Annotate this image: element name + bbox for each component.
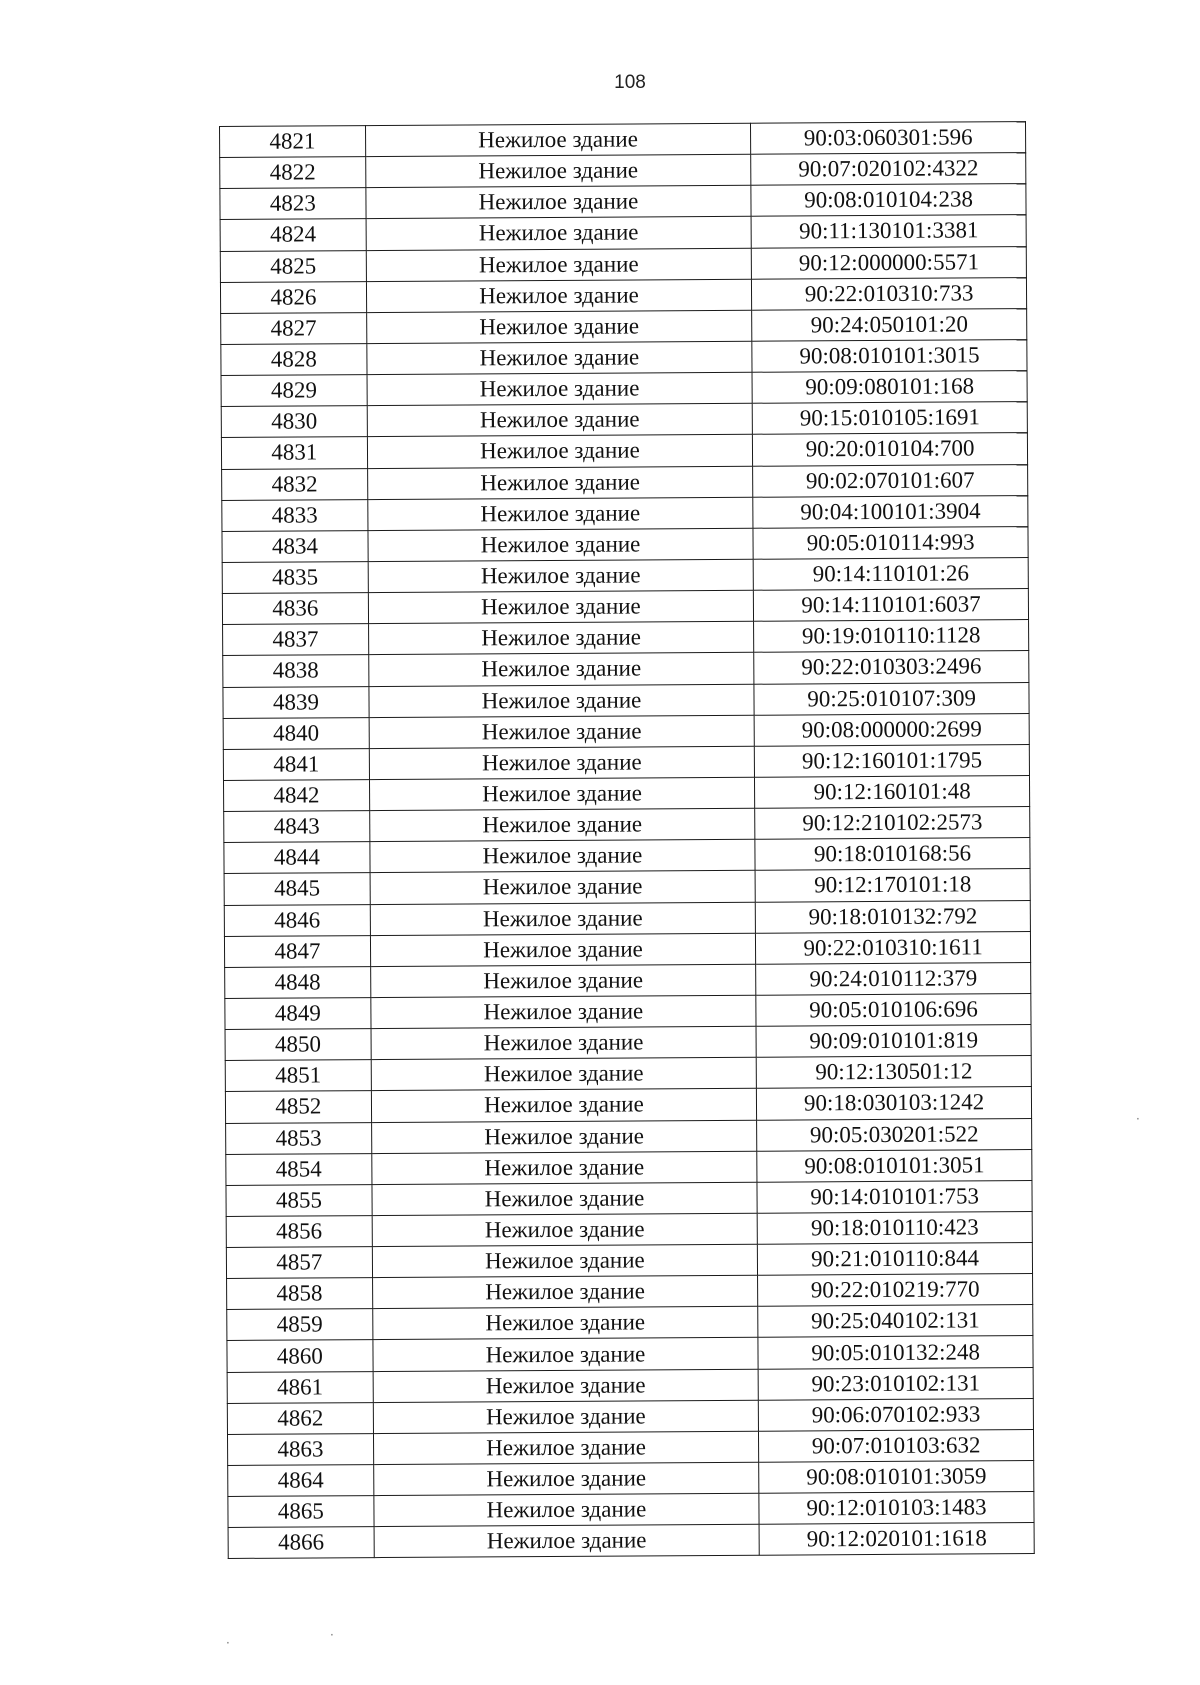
row-number-cell: 4841 xyxy=(223,748,369,780)
cadastral-number-cell: 90:14:010101:753 xyxy=(757,1180,1032,1213)
object-type-cell: Нежилое здание xyxy=(368,528,754,561)
row-number-cell: 4836 xyxy=(222,593,368,625)
row-number-cell: 4824 xyxy=(220,219,366,251)
object-type-cell: Нежилое здание xyxy=(373,1369,759,1402)
object-type-cell: Нежилое здание xyxy=(369,715,755,748)
object-type-cell: Нежилое здание xyxy=(371,995,757,1028)
row-number-cell: 4843 xyxy=(224,811,370,843)
cadastral-number-cell: 90:06:070102:933 xyxy=(758,1398,1033,1431)
object-type-cell: Нежилое здание xyxy=(365,154,751,187)
cadastral-number-cell: 90:12:020101:1618 xyxy=(759,1523,1034,1556)
cadastral-number-cell: 90:20:010104:700 xyxy=(753,433,1028,466)
table-row xyxy=(223,651,1029,687)
registry-table-body xyxy=(220,122,1035,1559)
object-type-cell: Нежилое здание xyxy=(367,435,753,468)
table-row xyxy=(220,215,1026,251)
object-type-cell: Нежилое здание xyxy=(366,310,752,343)
cadastral-number-cell: 90:12:130501:12 xyxy=(756,1056,1031,1089)
cadastral-number-cell: 90:12:160101:1795 xyxy=(755,744,1030,777)
row-number-cell: 4844 xyxy=(224,842,370,874)
table-row xyxy=(220,277,1026,313)
row-number-cell: 4864 xyxy=(228,1465,374,1497)
table-row xyxy=(221,308,1027,344)
table-row xyxy=(228,1523,1034,1559)
object-type-cell: Нежилое здание xyxy=(374,1493,760,1526)
cadastral-number-cell: 90:07:010103:632 xyxy=(759,1429,1034,1462)
object-type-cell: Нежилое здание xyxy=(372,1182,758,1215)
cadastral-number-cell: 90:15:010105:1691 xyxy=(752,402,1027,435)
table-row xyxy=(223,682,1029,718)
row-number-cell: 4830 xyxy=(221,406,367,438)
row-number-cell: 4855 xyxy=(226,1184,372,1216)
cadastral-number-cell: 90:22:010303:2496 xyxy=(754,651,1029,684)
cadastral-number-cell: 90:08:010104:238 xyxy=(751,184,1026,217)
row-number-cell: 4848 xyxy=(225,966,371,998)
scan-speck: · xyxy=(1136,1112,1140,1126)
object-type-cell: Нежилое здание xyxy=(373,1462,759,1495)
table-row xyxy=(222,558,1028,594)
cadastral-number-cell: 90:22:010310:1611 xyxy=(756,931,1031,964)
row-number-cell: 4832 xyxy=(222,468,368,500)
table-row xyxy=(224,931,1030,967)
row-number-cell: 4835 xyxy=(222,562,368,594)
object-type-cell: Нежилое здание xyxy=(366,279,752,312)
object-type-cell: Нежилое здание xyxy=(366,248,752,281)
row-number-cell: 4852 xyxy=(225,1091,371,1123)
row-number-cell: 4865 xyxy=(228,1496,374,1528)
row-number-cell: 4834 xyxy=(222,530,368,562)
table-row xyxy=(226,1118,1032,1154)
table-row xyxy=(223,713,1029,749)
cadastral-number-cell: 90:08:010101:3015 xyxy=(752,340,1027,373)
object-type-cell: Нежилое здание xyxy=(368,497,754,530)
table-row xyxy=(224,900,1030,936)
row-number-cell: 4823 xyxy=(220,188,366,220)
row-number-cell: 4842 xyxy=(223,780,369,812)
object-type-cell: Нежилое здание xyxy=(372,1244,758,1277)
table-row xyxy=(222,495,1028,531)
object-type-cell: Нежилое здание xyxy=(369,777,755,810)
table-row xyxy=(220,153,1026,189)
cadastral-number-cell: 90:11:130101:3381 xyxy=(751,215,1026,248)
object-type-cell: Нежилое здание xyxy=(371,1057,757,1090)
row-number-cell: 4859 xyxy=(227,1309,373,1341)
row-number-cell: 4863 xyxy=(227,1433,373,1465)
cadastral-number-cell: 90:03:060301:596 xyxy=(751,122,1026,155)
object-type-cell: Нежилое здание xyxy=(372,1151,758,1184)
cadastral-number-cell: 90:18:030103:1242 xyxy=(757,1087,1032,1120)
cadastral-number-cell: 90:21:010110:844 xyxy=(758,1243,1033,1276)
table-row xyxy=(227,1398,1033,1434)
object-type-cell: Нежилое здание xyxy=(374,1525,760,1558)
table-row xyxy=(227,1429,1033,1465)
table-row xyxy=(226,1149,1032,1185)
table-row xyxy=(220,184,1026,220)
cadastral-number-cell: 90:12:160101:48 xyxy=(755,776,1030,809)
object-type-cell: Нежилое здание xyxy=(367,466,753,499)
table-row xyxy=(220,122,1026,158)
object-type-cell: Нежилое здание xyxy=(367,404,753,437)
row-number-cell: 4853 xyxy=(226,1122,372,1154)
row-number-cell: 4825 xyxy=(220,250,366,282)
object-type-cell: Нежилое здание xyxy=(372,1275,758,1308)
object-type-cell: Нежилое здание xyxy=(373,1338,759,1371)
table-row xyxy=(222,526,1028,562)
object-type-cell: Нежилое здание xyxy=(371,1089,757,1122)
table-row xyxy=(225,1056,1031,1092)
table-row xyxy=(227,1305,1033,1341)
cadastral-number-cell: 90:12:000000:5571 xyxy=(751,246,1026,279)
cadastral-number-cell: 90:12:010103:1483 xyxy=(759,1492,1034,1525)
object-type-cell: Нежилое здание xyxy=(373,1431,759,1464)
object-type-cell: Нежилое здание xyxy=(367,372,753,405)
cadastral-number-cell: 90:22:010310:733 xyxy=(752,277,1027,310)
cadastral-number-cell: 90:02:070101:607 xyxy=(753,464,1028,497)
scan-speck: · xyxy=(330,1628,334,1642)
cadastral-number-cell: 90:25:010107:309 xyxy=(754,682,1029,715)
row-number-cell: 4831 xyxy=(221,437,367,469)
object-type-cell: Нежилое здание xyxy=(371,1120,757,1153)
table-row xyxy=(223,744,1029,780)
table-row xyxy=(223,620,1029,656)
table-row xyxy=(225,993,1031,1029)
table-row xyxy=(227,1336,1033,1372)
row-number-cell: 4857 xyxy=(226,1247,372,1279)
cadastral-number-cell: 90:18:010168:56 xyxy=(755,838,1030,871)
cadastral-number-cell: 90:19:010110:1128 xyxy=(754,620,1029,653)
table-row xyxy=(222,464,1028,500)
page-number: 108 xyxy=(614,72,646,93)
table-row xyxy=(228,1461,1034,1497)
table-row xyxy=(222,589,1028,625)
registry-table xyxy=(219,121,1035,1559)
object-type-cell: Нежилое здание xyxy=(373,1400,759,1433)
cadastral-number-cell: 90:05:010132:248 xyxy=(758,1336,1033,1369)
table-row xyxy=(224,838,1030,874)
table-row xyxy=(224,807,1030,843)
object-type-cell: Нежилое здание xyxy=(370,933,756,966)
object-type-cell: Нежилое здание xyxy=(367,341,753,374)
row-number-cell: 4838 xyxy=(223,655,369,687)
object-type-cell: Нежилое здание xyxy=(370,871,756,904)
object-type-cell: Нежилое здание xyxy=(372,1213,758,1246)
object-type-cell: Нежилое здание xyxy=(366,217,752,250)
row-number-cell: 4846 xyxy=(224,904,370,936)
cadastral-number-cell: 90:24:010112:379 xyxy=(756,962,1031,995)
table-row xyxy=(227,1367,1033,1403)
cadastral-number-cell: 90:09:010101:819 xyxy=(756,1025,1031,1058)
row-number-cell: 4850 xyxy=(225,1029,371,1061)
table-row xyxy=(228,1492,1034,1528)
object-type-cell: Нежилое здание xyxy=(371,1026,757,1059)
cadastral-number-cell: 90:24:050101:20 xyxy=(752,308,1027,341)
cadastral-number-cell: 90:08:010101:3059 xyxy=(759,1461,1034,1494)
row-number-cell: 4829 xyxy=(221,375,367,407)
row-number-cell: 4854 xyxy=(226,1153,372,1185)
cadastral-number-cell: 90:25:040102:131 xyxy=(758,1305,1033,1338)
row-number-cell: 4821 xyxy=(220,126,366,158)
table-row xyxy=(226,1243,1032,1279)
table-row xyxy=(221,340,1027,376)
table-row xyxy=(221,433,1027,469)
cadastral-number-cell: 90:04:100101:3904 xyxy=(753,495,1028,528)
table-row xyxy=(223,776,1029,812)
object-type-cell: Нежилое здание xyxy=(368,590,754,623)
object-type-cell: Нежилое здание xyxy=(368,653,754,686)
table-row xyxy=(225,1087,1031,1123)
row-number-cell: 4860 xyxy=(227,1340,373,1372)
table-row xyxy=(225,1025,1031,1061)
object-type-cell: Нежилое здание xyxy=(368,621,754,654)
scan-speck: · xyxy=(226,1636,230,1650)
cadastral-number-cell: 90:14:110101:26 xyxy=(753,558,1028,591)
object-type-cell: Нежилое здание xyxy=(370,839,756,872)
row-number-cell: 4866 xyxy=(228,1527,374,1559)
cadastral-number-cell: 90:23:010102:131 xyxy=(758,1367,1033,1400)
object-type-cell: Нежилое здание xyxy=(372,1307,758,1340)
row-number-cell: 4856 xyxy=(226,1216,372,1248)
object-type-cell: Нежилое здание xyxy=(370,964,756,997)
row-number-cell: 4847 xyxy=(224,935,370,967)
cadastral-number-cell: 90:05:010106:696 xyxy=(756,993,1031,1026)
table-row xyxy=(227,1274,1033,1310)
object-type-cell: Нежилое здание xyxy=(369,746,755,779)
table-row xyxy=(224,869,1030,905)
table-row xyxy=(221,371,1027,407)
row-number-cell: 4839 xyxy=(223,686,369,718)
cadastral-number-cell: 90:18:010132:792 xyxy=(755,900,1030,933)
row-number-cell: 4858 xyxy=(227,1278,373,1310)
cadastral-number-cell: 90:18:010110:423 xyxy=(757,1211,1032,1244)
object-type-cell: Нежилое здание xyxy=(368,559,754,592)
row-number-cell: 4861 xyxy=(227,1371,373,1403)
cadastral-number-cell: 90:05:010114:993 xyxy=(753,526,1028,559)
row-number-cell: 4862 xyxy=(227,1402,373,1434)
table-row xyxy=(221,402,1027,438)
row-number-cell: 4840 xyxy=(223,717,369,749)
object-type-cell: Нежилое здание xyxy=(370,902,756,935)
object-type-cell: Нежилое здание xyxy=(369,808,755,841)
cadastral-number-cell: 90:09:080101:168 xyxy=(752,371,1027,404)
cadastral-number-cell: 90:05:030201:522 xyxy=(757,1118,1032,1151)
table-row xyxy=(226,1211,1032,1247)
table-row xyxy=(226,1180,1032,1216)
row-number-cell: 4851 xyxy=(225,1060,371,1092)
row-number-cell: 4822 xyxy=(220,157,366,189)
cadastral-number-cell: 90:12:170101:18 xyxy=(755,869,1030,902)
table-row xyxy=(225,962,1031,998)
cadastral-number-cell: 90:22:010219:770 xyxy=(758,1274,1033,1307)
object-type-cell: Нежилое здание xyxy=(365,123,751,156)
row-number-cell: 4826 xyxy=(220,281,366,313)
cadastral-number-cell: 90:12:210102:2573 xyxy=(755,807,1030,840)
row-number-cell: 4845 xyxy=(224,873,370,905)
table-row xyxy=(220,246,1026,282)
cadastral-number-cell: 90:08:000000:2699 xyxy=(754,713,1029,746)
cadastral-number-cell: 90:07:020102:4322 xyxy=(751,153,1026,186)
row-number-cell: 4849 xyxy=(225,998,371,1030)
object-type-cell: Нежилое здание xyxy=(366,186,752,219)
object-type-cell: Нежилое здание xyxy=(369,684,755,717)
row-number-cell: 4828 xyxy=(221,344,367,376)
row-number-cell: 4837 xyxy=(223,624,369,656)
row-number-cell: 4827 xyxy=(221,312,367,344)
cadastral-number-cell: 90:08:010101:3051 xyxy=(757,1149,1032,1182)
row-number-cell: 4833 xyxy=(222,499,368,531)
cadastral-number-cell: 90:14:110101:6037 xyxy=(754,589,1029,622)
